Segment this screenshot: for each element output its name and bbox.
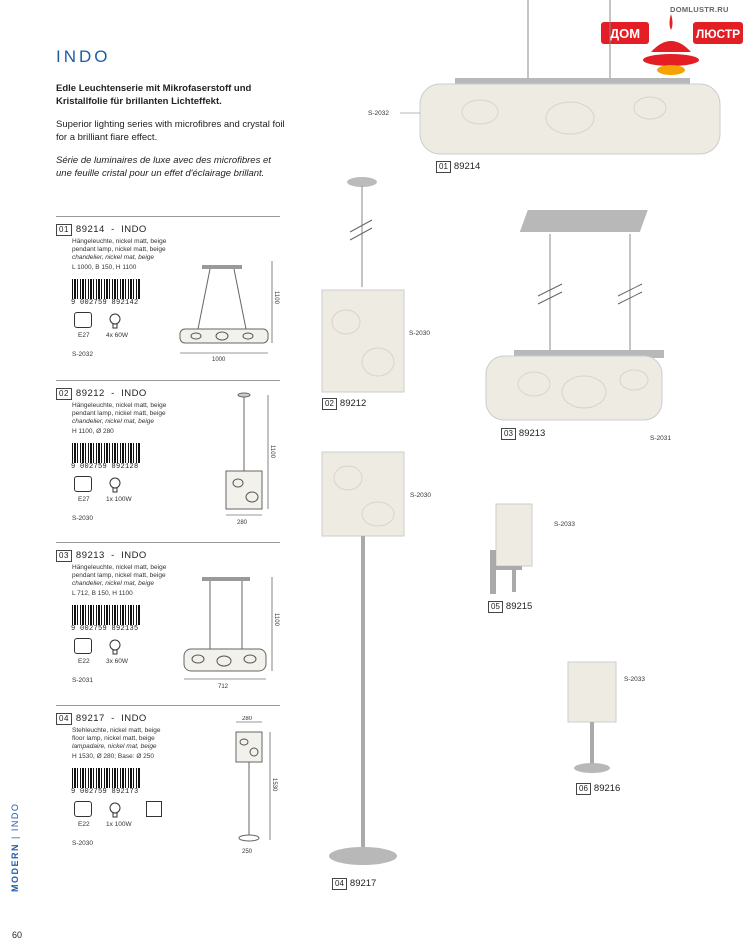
barcode — [72, 443, 140, 463]
photo-89214 — [400, 0, 730, 165]
socket-label: E22 — [78, 821, 90, 828]
item-description: Hängeleuchte, nickel matt, beige pendant lamp, nickel matt, beige chandelier, nickel mat, beige — [72, 238, 167, 261]
brand-url[interactable]: DOMLUSTR.RU — [670, 5, 729, 14]
socket-label: E27 — [78, 496, 90, 503]
product-item-02: 02 89212 - INDO Hängeleuchte, nickel matt, beige pendant lamp, nickel matt, beige chandelier, nickel mat, beige H 1100, Ø 280 9 002759 892128 E27 1x 100W S-2030 280 1100 — [56, 380, 280, 530]
bulb-icon — [106, 638, 124, 654]
page-number: 60 — [12, 930, 23, 940]
intro-french: Série de luminaires de luxe avec des microfibres et une feuille cristal pour un effet d'éclairage brillant. — [56, 155, 271, 179]
shade-code-label: S-2030 — [410, 492, 431, 499]
item-description: Hängeleuchte, nickel matt, beige pendant lamp, nickel matt, beige chandelier, nickel mat, beige — [72, 402, 167, 425]
dimmer-icon — [74, 801, 92, 817]
base-dimension: 250 — [242, 849, 253, 855]
barcode-number: 9 002759 892135 — [71, 625, 139, 633]
shade-code-label: S-2032 — [368, 110, 389, 117]
photo-label-89215: 05 89215 — [488, 601, 532, 613]
photo-89212 — [316, 172, 406, 397]
technical-drawing — [228, 716, 280, 856]
photo-89217 — [318, 448, 408, 872]
product-item-03: 03 89213 - INDO Hängeleuchte, nickel matt, beige pendant lamp, nickel matt, beige chandelier, nickel mat, beige L 712, B 150, H 1100 9 002759 892135 E22 3x 60W S-2031 712 1100 — [56, 542, 280, 692]
product-item-04: 04 89217 - INDO Stehleuchte, nickel matt, beige floor lamp, nickel matt, beige lampadaire, nickel mat, beige H 1530, Ø 280; Base: Ø 250 9 002759 892173 E22 1x 100W S-2030 280 1530 250 — [56, 705, 280, 855]
bulb-label: 4x 60W — [106, 332, 129, 339]
photo-label-89214: 01 89214 — [436, 161, 480, 173]
side-category-label: MODERN | INDO — [10, 802, 20, 892]
technical-drawing — [216, 387, 280, 531]
barcode-number: 9 002759 892128 — [71, 463, 139, 471]
width-dimension: 712 — [218, 684, 229, 690]
item-code: 89213 — [75, 550, 105, 561]
dimmer-icon — [74, 638, 92, 654]
bulb-icon — [106, 312, 124, 328]
foot-switch-icon — [146, 801, 162, 817]
item-dimensions: L 1000, B 150, H 1100 — [72, 264, 137, 271]
item-code: 89212 — [75, 388, 105, 399]
width-dimension: 280 — [242, 716, 253, 722]
bulb-label: 3x 60W — [106, 658, 129, 665]
technical-drawing — [180, 569, 280, 693]
item-code: 89217 — [75, 713, 105, 724]
height-dimension: 1100 — [273, 613, 279, 626]
barcode — [72, 605, 140, 625]
photo-89215 — [486, 500, 536, 598]
height-dimension: 1530 — [271, 778, 277, 792]
item-number: 02 — [56, 388, 72, 400]
item-number: 01 — [56, 224, 72, 236]
photo-label-89217: 04 89217 — [332, 878, 376, 890]
item-description: Hängeleuchte, nickel matt, beige pendant lamp, nickel matt, beige chandelier, nickel mat, beige — [72, 564, 167, 587]
shade-code-label: S-2031 — [650, 435, 671, 442]
barcode-number: 9 002759 892173 — [71, 788, 139, 796]
shade-code-label: S-2030 — [409, 330, 430, 337]
dimmer-icon — [74, 476, 92, 492]
barcode — [72, 768, 140, 788]
intro-german: Edle Leuchtenserie mit Mikrofaserstoff und Kristallfolie für brillanten Lichteffekt. — [56, 83, 252, 107]
barcode — [72, 279, 140, 299]
shade-code: S-2031 — [72, 677, 93, 684]
photo-label-89212: 02 89212 — [322, 398, 366, 410]
product-item-01: 01 89214 - INDO Hängeleuchte, nickel matt, beige pendant lamp, nickel matt, beige chandelier, nickel mat, beige L 1000, B 150, H 1100 9 002759 892142 E27 4x 60W S-2032 1000 1100 — [56, 216, 280, 366]
width-dimension: 1000 — [212, 357, 226, 363]
item-name: INDO — [121, 550, 147, 561]
item-dimensions: L 712, B 150, H 1100 — [72, 590, 133, 597]
photo-label-89216: 06 89216 — [576, 783, 620, 795]
item-code: 89214 — [75, 224, 105, 235]
shade-code-label: S-2033 — [554, 521, 575, 528]
item-description: Stehleuchte, nickel matt, beige floor lamp, nickel matt, beige lampadaire, nickel mat, beige — [72, 727, 161, 750]
logo-left-text: ДОМ — [609, 26, 641, 41]
page-title: INDO — [56, 47, 111, 66]
intro-english: Superior lighting series with microfibres and crystal foil for a brilliant fiare effect. — [56, 119, 285, 143]
photo-89216 — [562, 658, 622, 776]
logo-right-text: ЛЮСТР — [695, 27, 741, 41]
bulb-icon — [106, 476, 124, 492]
bulb-label: 1x 100W — [106, 821, 132, 828]
item-number: 03 — [56, 550, 72, 562]
item-dimensions: H 1100, Ø 280 — [72, 428, 114, 435]
item-name: INDO — [121, 224, 147, 235]
height-dimension: 1100 — [273, 291, 279, 304]
item-name: INDO — [121, 388, 147, 399]
shade-code: S-2030 — [72, 515, 93, 522]
socket-label: E22 — [78, 658, 90, 665]
item-name: INDO — [121, 713, 147, 724]
bulb-icon — [106, 801, 124, 817]
shade-code-label: S-2033 — [624, 676, 645, 683]
photo-label-89213: 03 89213 — [501, 428, 545, 440]
item-dimensions: H 1530, Ø 280; Base: Ø 250 — [72, 753, 155, 760]
shade-code: S-2032 — [72, 351, 93, 358]
barcode-number: 9 002759 892142 — [71, 299, 139, 307]
dimmer-icon — [74, 312, 92, 328]
technical-drawing — [174, 257, 280, 367]
bulb-label: 1x 100W — [106, 496, 132, 503]
photo-89213 — [484, 204, 664, 429]
width-dimension: 280 — [237, 520, 248, 526]
item-number: 04 — [56, 713, 72, 725]
height-dimension: 1100 — [269, 445, 275, 458]
shade-code: S-2030 — [72, 840, 93, 847]
socket-label: E27 — [78, 332, 90, 339]
